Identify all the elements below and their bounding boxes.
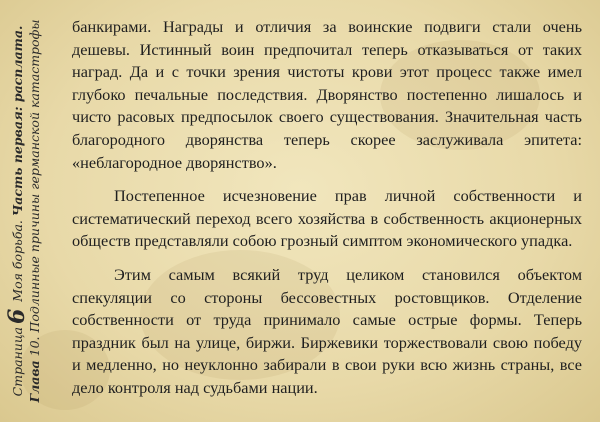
body-text (72, 16, 582, 400)
page-header-sidebar (0, 0, 52, 422)
part-title: Часть первая: расплата. (10, 25, 25, 217)
chapter-word: Глава (27, 360, 42, 403)
sidebar-line-2 (26, 11, 43, 411)
paragraph-1: банкирами. Награды и отличия за воинские подвиги стали очень дешевы. Истинный воин предпочитал теперь отказываться от таких наград. Да и с точки зрения чистоты крови этот процесс также имел глубоко печальные последствия. Дворянство постепенно лишалось и чисто расовых предпосылок своего существования. Значительная часть благородного дворянства теперь скорее заслуживала эпитета: «неблагородное дворянство». (72, 17, 582, 172)
chapter-number: 10. (27, 336, 42, 357)
paragraph-3: Этим самым всякий труд целиком становился объектом спекуляции со стороны бессовестных ростовщиков. Отделение собственности от труда принимало самые острые формы. Теперь праздник был на улице, биржи. Биржевики торжествовали свою победу и медленно, но неуклонно забирали в свои руки всю жизнь страны, все дело контроля над судьбами нации. (72, 264, 582, 397)
sidebar-text (4, 11, 43, 411)
chapter-title: Подлинные причины германской катастрофы (27, 19, 42, 333)
sidebar-line-1 (4, 11, 30, 411)
paragraph-2: Постепенное исчезновение прав личной собственности и систематический переход всего хозяйства в собственность акционерных обществ представляли собою грозный симптом экономического упадка. (72, 186, 582, 251)
page-word: Страница (10, 326, 25, 397)
book-title: Моя борьба. (10, 220, 25, 302)
page-number: 6 (4, 308, 30, 324)
